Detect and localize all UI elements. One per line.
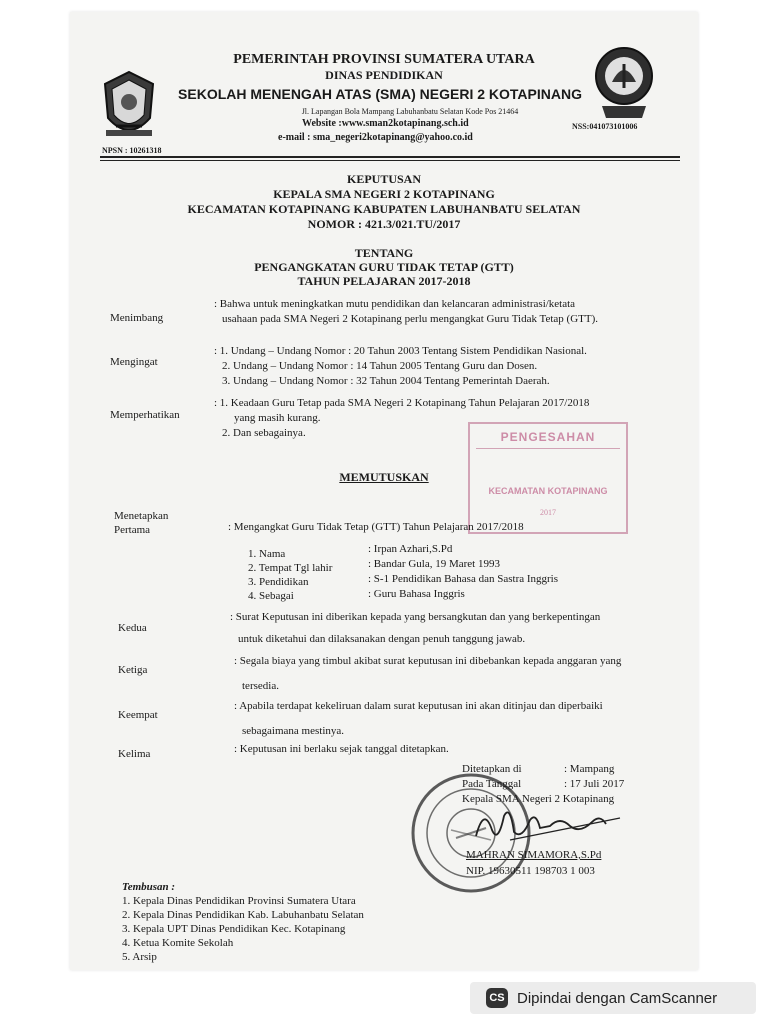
title-kepala: KEPALA SMA NEGERI 2 KOTAPINANG [273, 187, 495, 201]
label-pertama: Pertama [114, 524, 151, 536]
title-subject: PENGANGKATAN GURU TIDAK TETAP (GTT) [254, 260, 514, 274]
header-divider-thin [100, 160, 680, 161]
memperhatikan-item-2: 2. Dan sebagainya. [222, 427, 306, 439]
header-department: DINAS PENDIDIKAN [325, 68, 443, 82]
title-kecamatan: KECAMATAN KOTAPINANG KABUPATEN LABUHANBATU SELATAN [187, 202, 581, 216]
label-menimbang: Menimbang [110, 312, 164, 324]
ditetapkan-value: : Mampang [564, 763, 615, 775]
header-email: e-mail : sma_negeri2kotapinang@yahoo.co.id [278, 132, 473, 143]
ketiga-line2: tersedia. [242, 680, 279, 692]
field-ttl-label: 2. Tempat Tgl lahir [248, 562, 333, 574]
kedua-line1: : Surat Keputusan ini diberikan kepada yang bersangkutan dan yang berkepentingan [230, 611, 601, 623]
keempat-line1: : Apabila terdapat kekeliruan dalam surat keputusan ini akan ditinjau dan diperbaiki [234, 700, 603, 712]
tanggal-label: Pada Tanggal [462, 778, 522, 790]
header-website: Website :www.sman2kotapinang.sch.id [302, 118, 469, 129]
mengingat-item-3: 3. Undang – Undang Nomor : 32 Tahun 2004 Tentang Pemerintah Daerah. [222, 375, 550, 387]
tembusan-title: Tembusan : [122, 881, 176, 893]
tanggal-value: : 17 Juli 2017 [564, 778, 625, 790]
menimbang-line2: usahaan pada SMA Negeri 2 Kotapinang perlu mengangkat Guru Tidak Tetap (GTT). [222, 313, 598, 325]
field-sebagai-label: 4. Sebagai [248, 590, 294, 602]
handwritten-signature [470, 800, 630, 848]
tembusan-item-5: 5. Arsip [122, 951, 157, 963]
label-mengingat: Mengingat [110, 356, 158, 368]
signer-nip: NIP. 19630511 198703 1 003 [466, 865, 595, 877]
pengesahan-year: 2017 [540, 508, 556, 517]
camscanner-watermark [470, 982, 756, 1014]
field-pendidikan-value: : S-1 Pendidikan Bahasa dan Sastra Inggris [368, 573, 559, 585]
header-nss: NSS:041073101006 [572, 122, 638, 131]
keempat-line2: sebagaimana mestinya. [242, 725, 345, 737]
mengingat-item-1: : 1. Undang – Undang Nomor : 20 Tahun 2003 Tentang Sistem Pendidikan Nasional. [214, 345, 587, 357]
menimbang-line1: : Bahwa untuk meningkatkan mutu pendidikan dan kelancaran administrasi/ketata [214, 298, 576, 310]
field-ttl-value: : Bandar Gula, 19 Maret 1993 [368, 558, 500, 570]
kedua-line2: untuk diketahui dan dilaksanakan dengan penuh tanggung jawab. [238, 633, 526, 645]
pengesahan-divider [476, 448, 620, 449]
field-nama-label: 1. Nama [248, 548, 286, 560]
field-sebagai-value: : Guru Bahasa Inggris [368, 588, 465, 600]
label-kelima: Kelima [118, 748, 151, 760]
menetapkan-text: : Mengangkat Guru Tidak Tetap (GTT) Tahun Pelajaran 2017/2018 [228, 521, 524, 533]
jabatan: Kepala SMA Negeri 2 Kotapinang [462, 793, 615, 805]
title-year: TAHUN PELAJARAN 2017-2018 [297, 274, 471, 288]
tembusan-item-1: 1. Kepala Dinas Pendidikan Provinsi Sumatera Utara [122, 895, 356, 907]
signer-name: MAHRAN SIMAMORA,S.Pd [466, 849, 602, 861]
label-ketiga: Ketiga [118, 664, 148, 676]
tembusan-item-4: 4. Ketua Komite Sekolah [122, 937, 234, 949]
pengesahan-subtitle: KECAMATAN KOTAPINANG [488, 486, 608, 496]
field-nama-value: : Irpan Azhari,S.Pd [368, 543, 453, 555]
tembusan-item-2: 2. Kepala Dinas Pendidikan Kab. Labuhanbatu Selatan [122, 909, 364, 921]
header-address: Jl. Lapangan Bola Mampang Labuhanbatu Selatan Kode Pos 21464 [301, 107, 519, 116]
header-school-name: SEKOLAH MENENGAH ATAS (SMA) NEGERI 2 KOTAPINANG [178, 86, 582, 102]
mengingat-item-2: 2. Undang – Undang Nomor : 14 Tahun 2005 Tentang Guru dan Dosen. [222, 360, 538, 372]
memutuskan-heading: MEMUTUSKAN [339, 470, 429, 484]
header-divider [100, 156, 680, 158]
memperhatikan-item-1b: yang masih kurang. [234, 412, 321, 424]
header-npsn: NPSN : 10261318 [102, 146, 162, 155]
camscanner-logo-icon: CS [486, 988, 508, 1008]
label-kedua: Kedua [118, 622, 147, 634]
field-pendidikan-label: 3. Pendidikan [248, 576, 309, 588]
ditetapkan-label: Ditetapkan di [462, 763, 522, 775]
title-tentang: TENTANG [354, 246, 414, 260]
title-keputusan: KEPUTUSAN [346, 172, 421, 186]
kelima-line1: : Keputusan ini berlaku sejak tanggal ditetapkan. [234, 743, 449, 755]
scanned-document [70, 12, 698, 970]
pengesahan-title: PENGESAHAN [500, 430, 596, 444]
title-nomor: NOMOR : 421.3/021.TU/2017 [307, 217, 461, 231]
memperhatikan-item-1: : 1. Keadaan Guru Tetap pada SMA Negeri 2 Kotapinang Tahun Pelajaran 2017/2018 [214, 397, 590, 409]
label-keempat: Keempat [118, 709, 158, 721]
label-memperhatikan: Memperhatikan [110, 409, 180, 421]
header-government: PEMERINTAH PROVINSI SUMATERA UTARA [233, 52, 535, 67]
camscanner-label: Dipindai dengan CamScanner [517, 989, 718, 1007]
label-menetapkan: Menetapkan [114, 510, 169, 522]
tembusan-item-3: 3. Kepala UPT Dinas Pendidikan Kec. Kotapinang [122, 923, 346, 935]
ketiga-line1: : Segala biaya yang timbul akibat surat keputusan ini dibebankan kepada anggaran yang [234, 655, 622, 667]
